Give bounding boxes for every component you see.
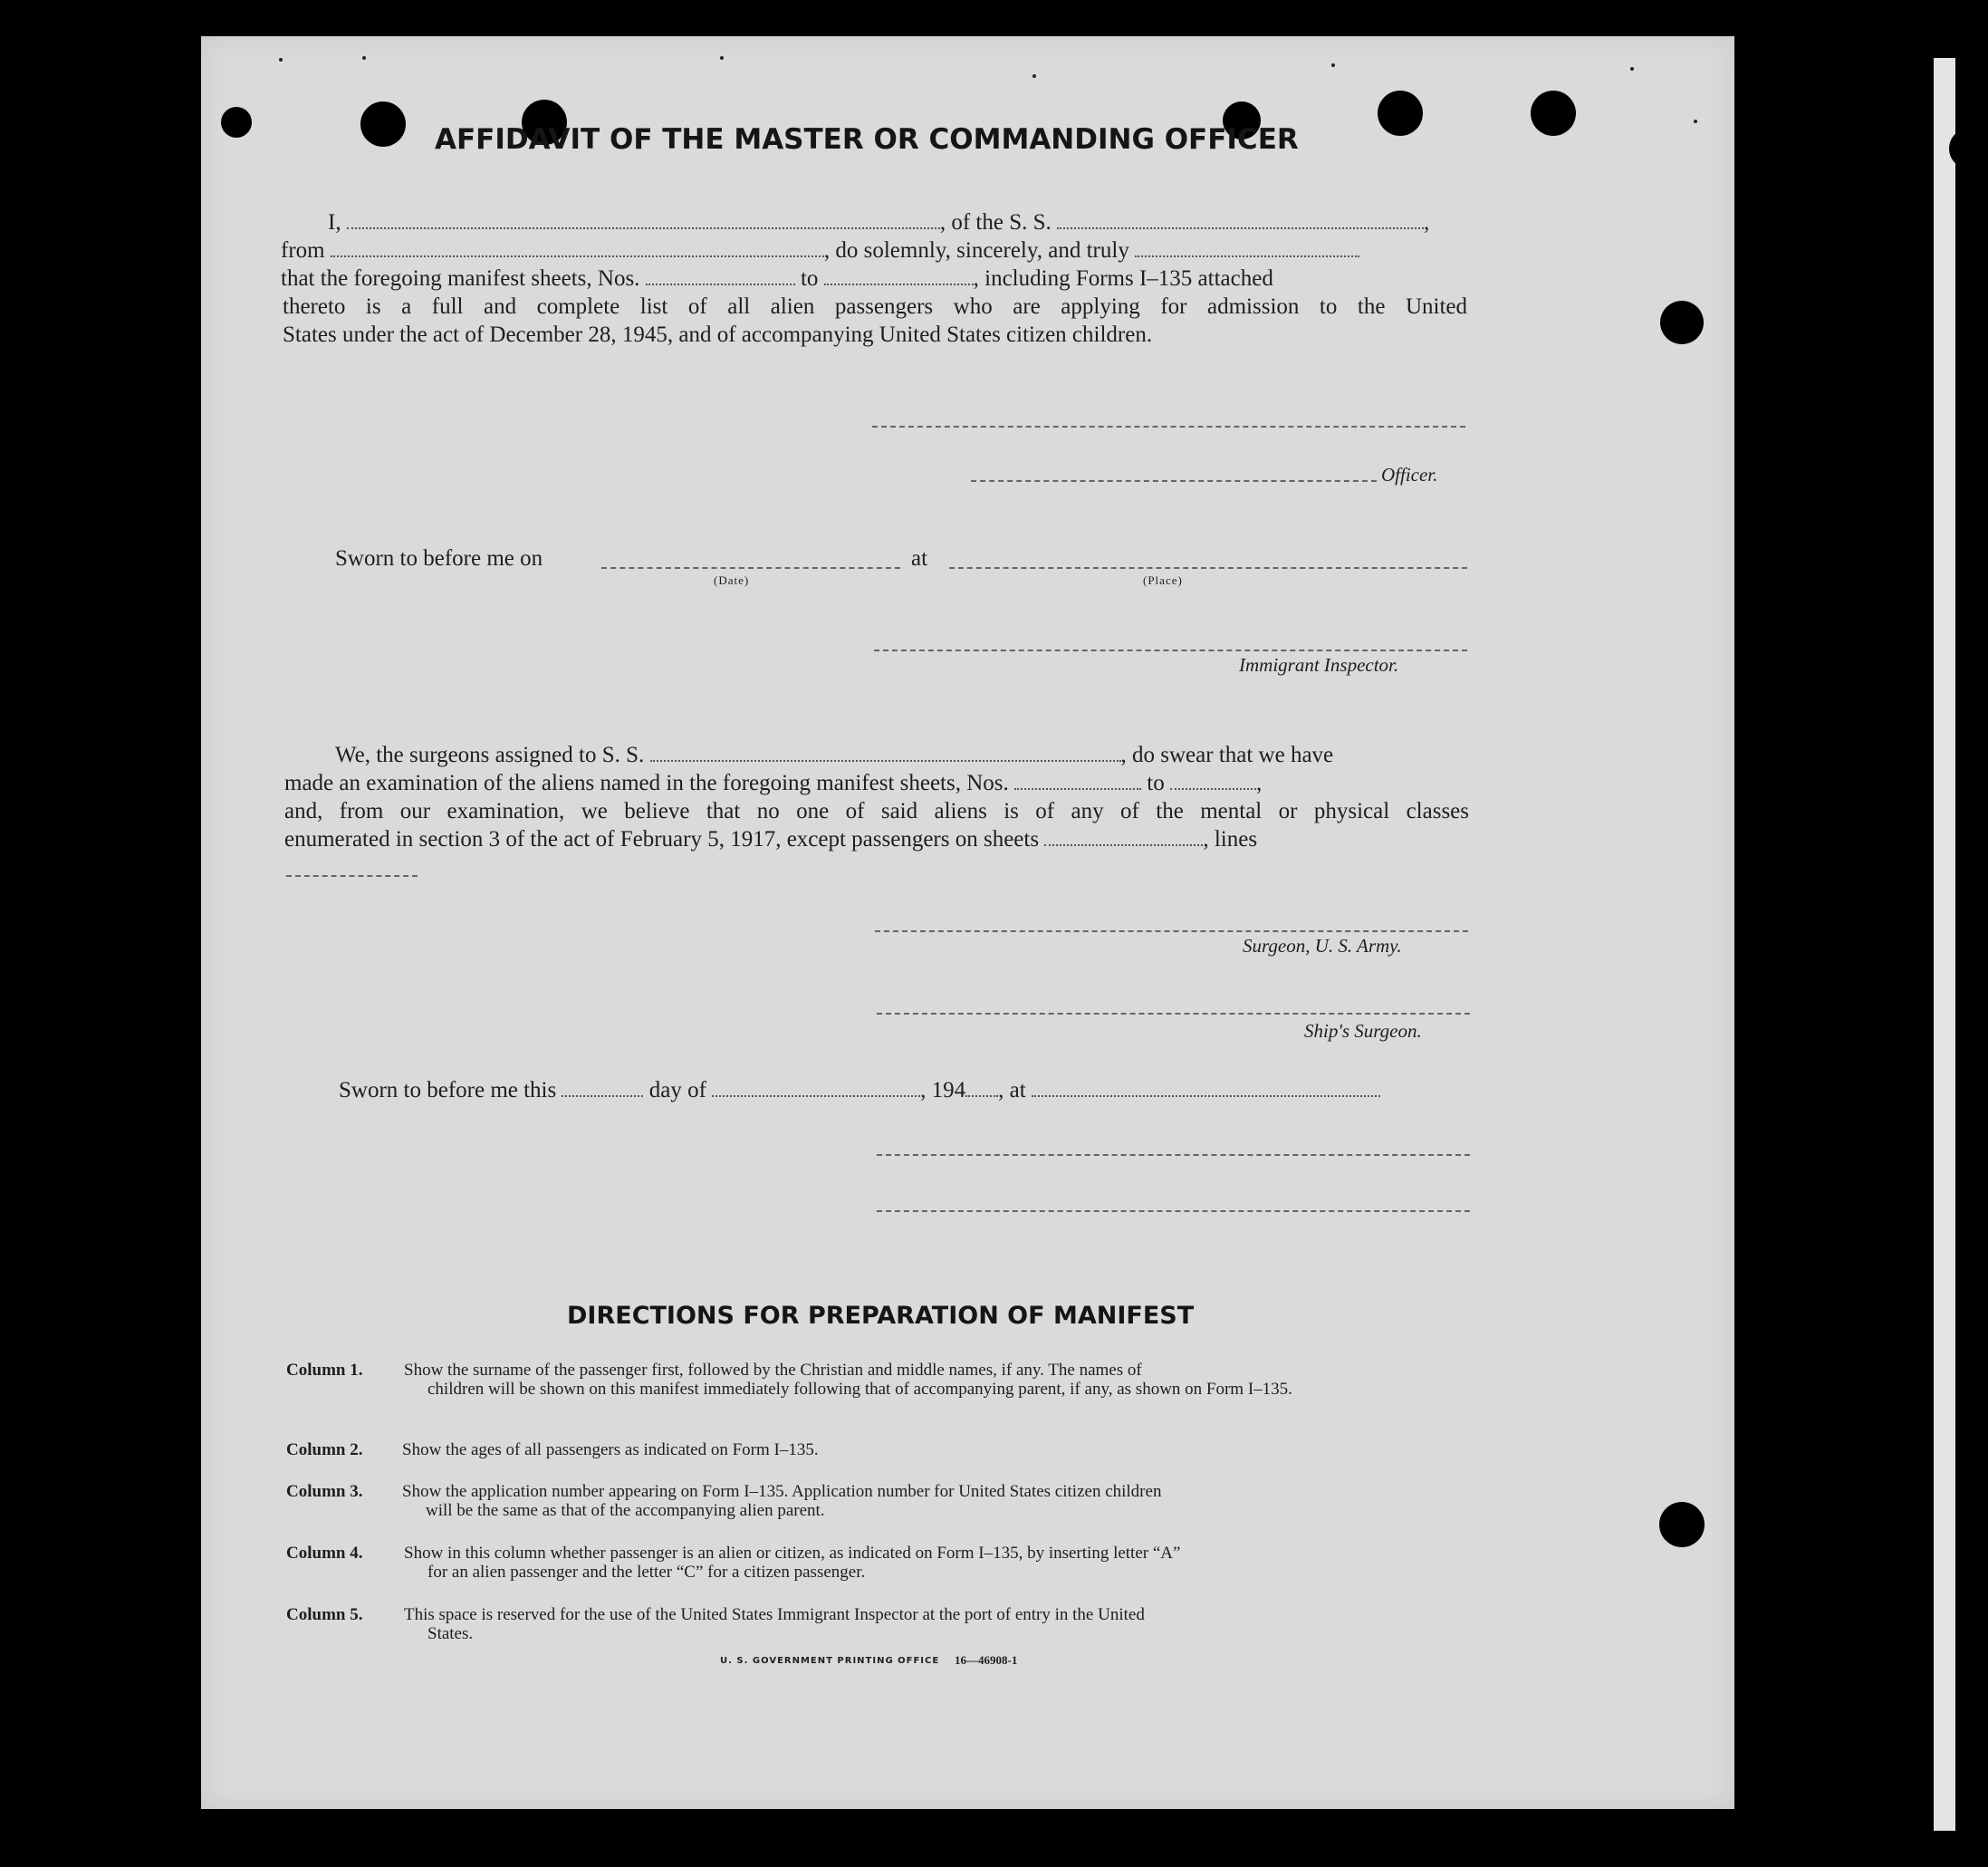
word-i: I, xyxy=(328,210,341,235)
surgeons-line-1 xyxy=(284,743,1333,768)
column-5-text xyxy=(404,1605,1473,1643)
speck xyxy=(1630,67,1634,71)
column-5-rest: States. xyxy=(427,1624,474,1643)
surgeons-sheets-from-field[interactable] xyxy=(1014,787,1141,790)
surgeons-ship-field[interactable] xyxy=(650,759,1121,762)
surgeons-comma: , xyxy=(1255,771,1263,795)
surgeons-intro: We, the surgeons assigned to S. S. xyxy=(335,743,645,767)
column-5-first: This space is reserved for the use of the United States Immigrant Inspector at the port of entry in the United xyxy=(404,1605,1145,1624)
officer-caption: Officer. xyxy=(1381,464,1438,486)
page-title: AFFIDAVIT OF THE MASTER OR COMMANDING OFFICER xyxy=(435,123,1299,156)
column-3-label: Column 3. xyxy=(286,1482,363,1501)
punch-hole xyxy=(1378,91,1423,136)
column-2-first: Show the ages of all passengers as indicated on Form I–135. xyxy=(402,1440,819,1459)
speck xyxy=(1694,120,1697,123)
adjacent-page-edge xyxy=(1934,58,1955,1831)
punch-hole xyxy=(1531,91,1576,136)
army-surgeon-signature-line[interactable] xyxy=(875,930,1468,932)
sworn-at-label: at xyxy=(911,546,928,571)
inspector-caption: Immigrant Inspector. xyxy=(1239,654,1399,676)
speck xyxy=(279,58,283,62)
sheets-to-field[interactable] xyxy=(824,283,974,285)
speck xyxy=(1331,63,1335,67)
column-2-text xyxy=(402,1440,1471,1459)
column-2-label: Column 2. xyxy=(286,1440,363,1459)
army-surgeon-caption: Surgeon, U. S. Army. xyxy=(1243,935,1402,957)
column-1-rest: children will be shown on this manifest immediately following that of accompanying parent, if any, as shown on Form I–135. xyxy=(427,1380,1292,1399)
speck xyxy=(362,56,366,60)
sworn-year-prefix: , 194 xyxy=(920,1078,966,1102)
date-label: (Date) xyxy=(714,573,750,587)
directions-title: DIRECTIONS FOR PREPARATION OF MANIFEST xyxy=(567,1302,1195,1330)
sworn-year-field[interactable] xyxy=(965,1094,998,1097)
speck xyxy=(720,56,724,60)
affidavit-line-5: States under the act of December 28, 1945, and of accompanying United States citizen children. xyxy=(283,322,1153,347)
sworn-day-of: day of xyxy=(648,1078,706,1102)
ships-surgeon-signature-line[interactable] xyxy=(877,1013,1470,1015)
surgeons-sheets-to-field[interactable] xyxy=(1170,787,1256,790)
surgeons-enum: enumerated in section 3 of the act of February 5, 1917, except passengers on sheets xyxy=(284,827,1040,852)
punch-hole xyxy=(1660,301,1704,344)
punch-hole xyxy=(221,107,252,138)
master-name-field[interactable] xyxy=(347,226,940,229)
word-from: from xyxy=(281,238,325,263)
sworn-this-line xyxy=(339,1078,1380,1103)
punch-hole xyxy=(1949,130,1980,167)
official-title-line[interactable] xyxy=(877,1210,1470,1212)
surgeons-lines-field[interactable] xyxy=(286,875,418,877)
affidavit-line-4: thereto is a full and complete list of all alien passengers who are applying for admission to the United xyxy=(283,294,1467,319)
place-label: (Place) xyxy=(1143,573,1183,587)
sworn-month-field[interactable] xyxy=(712,1094,920,1097)
column-4-rest: for an alien passenger and the letter “C” for a citizen passenger. xyxy=(427,1563,866,1582)
affidavit-line-3 xyxy=(281,266,1273,292)
affidavit-line-2 xyxy=(281,238,1359,264)
inspector-signature-line[interactable] xyxy=(874,650,1467,651)
punch-hole xyxy=(360,101,406,147)
sworn-this-label: Sworn to before me this xyxy=(339,1078,557,1102)
column-1-label: Column 1. xyxy=(286,1361,363,1380)
sworn-at2: , at xyxy=(998,1078,1026,1102)
ship-name-field[interactable] xyxy=(1057,226,1424,229)
column-1-first: Show the surname of the passenger first, followed by the Christian and middle names, if any. The names of xyxy=(404,1361,1142,1380)
column-3-text xyxy=(402,1482,1471,1520)
column-4-first: Show in this column whether passenger is an alien or citizen, as indicated on Form I–135, by inserting letter “A” xyxy=(404,1544,1181,1563)
word-including: , including Forms I–135 attached xyxy=(973,266,1273,291)
surgeons-to: to xyxy=(1147,771,1165,795)
from-port-field[interactable] xyxy=(331,255,824,257)
speck xyxy=(1032,74,1036,78)
surgeons-lines: , lines xyxy=(1203,827,1258,852)
surgeons-sheets-field[interactable] xyxy=(1044,843,1203,846)
surgeons-line-4 xyxy=(284,827,1257,852)
official-signature-line[interactable] xyxy=(877,1154,1470,1156)
word-to: to xyxy=(800,266,819,291)
sworn-place-field[interactable] xyxy=(949,567,1467,569)
officer-title-line[interactable] xyxy=(971,480,1377,482)
column-3-first: Show the application number appearing on Form I–135. Application number for United States citizen children xyxy=(402,1482,1162,1501)
column-3-rest: will be the same as that of the accompanying alien parent. xyxy=(426,1501,825,1520)
affidavit-line-1 xyxy=(281,210,1429,236)
word-that: that the foregoing manifest sheets, Nos. xyxy=(281,266,640,291)
punch-hole xyxy=(1659,1502,1705,1547)
sworn-place-field-2[interactable] xyxy=(1032,1094,1380,1097)
sworn-before-label: Sworn to before me on xyxy=(335,546,543,571)
surgeons-line-3: and, from our examination, we believe that no one of said aliens is of any of the mental or physical classes xyxy=(284,799,1469,823)
officer-signature-line[interactable] xyxy=(872,426,1465,428)
word-of-ss: , of the S. S. xyxy=(939,210,1052,235)
sworn-date-field[interactable] xyxy=(601,567,900,569)
column-4-label: Column 4. xyxy=(286,1544,363,1563)
surgeons-made: made an examination of the aliens named in the foregoing manifest sheets, Nos. xyxy=(284,771,1009,795)
column-5-label: Column 5. xyxy=(286,1605,363,1624)
column-1-text xyxy=(404,1361,1473,1399)
sworn-day-field[interactable] xyxy=(562,1094,643,1097)
word-solemnly: , do solemnly, sincerely, and truly xyxy=(823,238,1129,263)
surgeons-line-2 xyxy=(284,771,1262,796)
ships-surgeon-caption: Ship's Surgeon. xyxy=(1304,1020,1422,1042)
column-4-text xyxy=(404,1544,1473,1582)
printer-imprint: U. S. GOVERNMENT PRINTING OFFICE xyxy=(720,1656,940,1666)
comma: , xyxy=(1424,210,1430,235)
surgeons-swear: , do swear that we have xyxy=(1120,743,1334,767)
form-code: 16—46908-1 xyxy=(955,1653,1018,1667)
sheets-from-field[interactable] xyxy=(646,283,795,285)
oath-field[interactable] xyxy=(1135,255,1359,257)
